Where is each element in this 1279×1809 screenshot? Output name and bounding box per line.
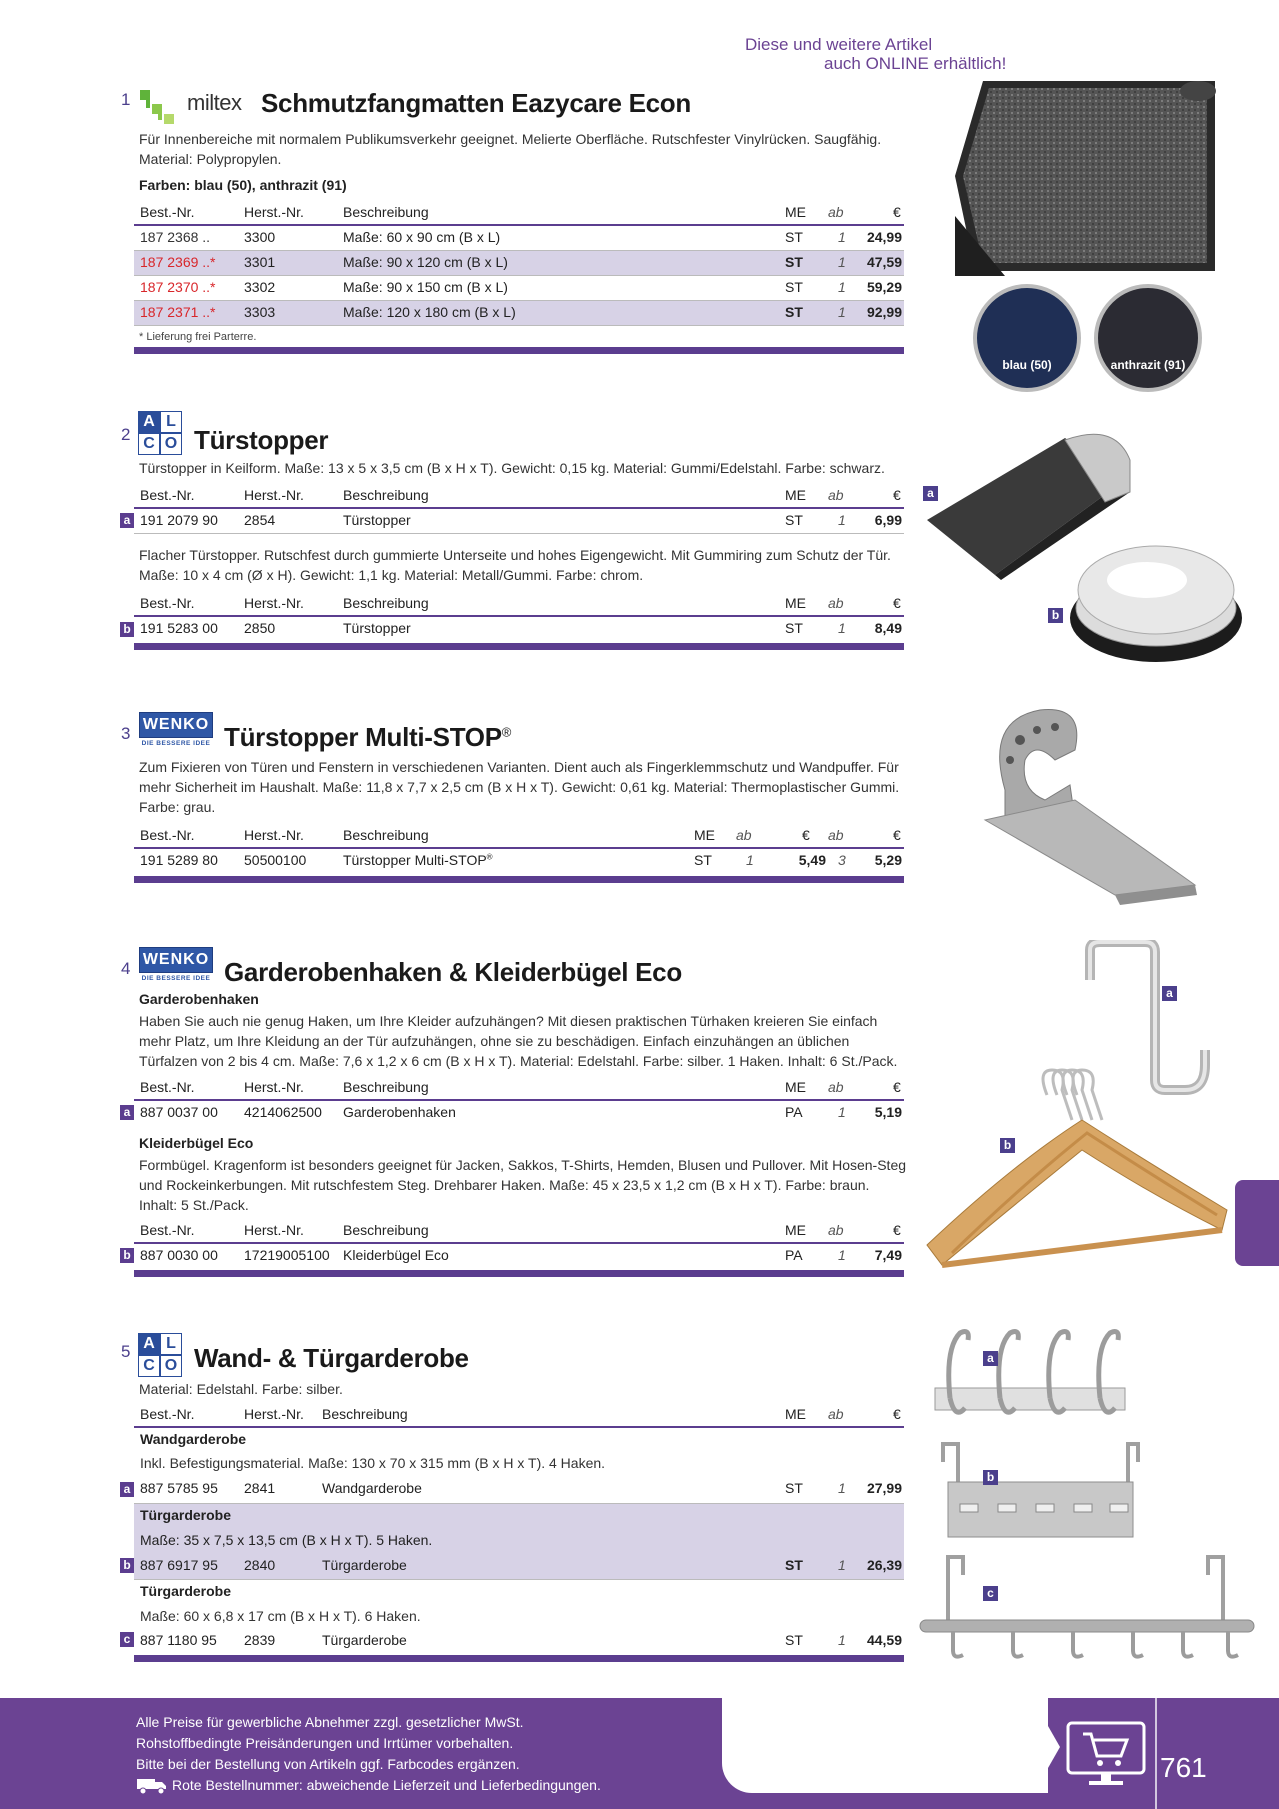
alco-logo-icon: A L C O (138, 411, 182, 455)
product-table (134, 1404, 904, 1655)
image-badge: c (983, 1586, 998, 1601)
product-table (134, 593, 904, 641)
door-coat-rack-5-hooks-image (938, 1442, 1143, 1542)
variant-badge: b (120, 1248, 134, 1263)
section-description: Türstopper in Keilform. Maße: 13 x 5 x 3,5 cm (B x H x T). Gewicht: 0,15 kg. Material: Gummi/Edelstahl. Farbe: schwarz. (139, 460, 885, 476)
section-description: Für Innenbereiche mit normalem Publikumsverkehr geeignet. Melierte Oberfläche. Rutschfester Vinylrücken. Saugfähig. Material: Polypropylen. (139, 131, 882, 167)
wenko-logo-icon: WENKO DIE BESSERE IDEE (139, 712, 213, 750)
online-callout[interactable] (722, 1698, 1048, 1793)
miltex-logo-icon (140, 90, 178, 126)
table-row[interactable]: 187 2369 ..* 3301 Maße: 90 x 120 cm (B x L) ST 1 47,59 (134, 251, 904, 276)
variant-badge: a (120, 1482, 134, 1497)
product-table (134, 1220, 904, 1268)
section-number: 1 (121, 90, 131, 109)
section-divider (134, 643, 904, 650)
wall-coat-rack-image (930, 1328, 1135, 1423)
subheading: Kleiderbügel Eco (139, 1135, 254, 1151)
color-info: Farben: blau (50), anthrazit (91) (139, 177, 347, 193)
section-title: Türstopper (194, 425, 329, 455)
wenko-logo-icon: WENKO DIE BESSERE IDEE (139, 947, 213, 985)
table-row[interactable]: 191 5289 80 50500100 Türstopper Multi-STOP® ST 1 5,49 3 5,29 (140, 852, 902, 868)
alco-logo-icon: A L C O (138, 1333, 182, 1377)
section-description: Haben Sie auch nie genug Haken, um Ihre Kleider aufzuhängen? Mit diesen praktischen Türhaken kreieren Sie einfach mehr Platz, um Ihre Kleidung an der Tür aufzuhängen, ohne sie zu beschädigen. Einfach einzuhängen an üblichen Türfalzen von 2 bis 4 cm. Maße: 7,6 x 1,2 x 6 cm (B x H x T). Material: Edelstahl. Farbe: silber. 1 Haken. Inhalt: 6 St./Pack. (139, 1013, 898, 1069)
arrow-icon (1040, 1712, 1060, 1782)
round-doorstop-image (1067, 540, 1245, 665)
footnote: * Lieferung frei Parterre. (139, 331, 257, 343)
product-table (134, 202, 904, 326)
product-group[interactable]: Türgarderobe Maße: 60 x 6,8 x 17 cm (B x H x T). 6 Haken. 887 1180 95 2839 Türgarderobe ST 1 44,59 (140, 1583, 902, 1648)
variant-badge: c (120, 1632, 134, 1647)
table-header: Best.-Nr. Herst.-Nr. Beschreibung ME ab € ab € (134, 825, 904, 849)
section-number: 4 (121, 959, 131, 978)
section-divider (134, 347, 904, 354)
variant-badge: a (120, 513, 134, 528)
table-header: Best.-Nr. Herst.-Nr. Beschreibung ME ab € (134, 202, 904, 226)
section-description: Flacher Türstopper. Rutschfest durch gummierte Unterseite und hohes Eigengewicht. Mit Gummiring zum Schutz der Tür. Maße: 10 x 4 cm (Ø x H). Gewicht: 1,1 kg. Material: Metall/Gummi. Farbe: chrom. (139, 547, 891, 583)
table-header: Best.-Nr. Herst.-Nr. Beschreibung ME ab € (134, 485, 904, 509)
multi-stop-doorstop-image (965, 700, 1205, 910)
section-divider (134, 1270, 904, 1277)
product-table (134, 825, 904, 873)
table-header: Best.-Nr. Herst.-Nr. Beschreibung ME ab € (134, 593, 904, 617)
image-badge: a (923, 486, 938, 501)
product-table (134, 1077, 904, 1125)
image-badge: b (1048, 608, 1063, 623)
section-number: 5 (121, 1342, 131, 1361)
table-header: Best.-Nr. Herst.-Nr. Beschreibung ME ab € (134, 1404, 904, 1428)
section-title: Schmutzfangmatten Eazycare Econ (261, 88, 691, 118)
product-table (134, 485, 904, 534)
truck-icon (136, 1777, 170, 1795)
section-number: 2 (121, 425, 131, 444)
section-title: Türstopper Multi-STOP® (224, 722, 512, 752)
color-swatch-anthracite: anthrazit (91) (1094, 284, 1202, 392)
variant-badge: b (120, 1558, 134, 1573)
table-row[interactable]: 887 0037 00 4214062500 Garderobenhaken PA 1 5,19 (140, 1104, 902, 1120)
online-callout-text[interactable]: Diese und weitere Artikel auch ONLINE erhältlich! (745, 35, 1007, 73)
page-number: 761 (1160, 1752, 1207, 1783)
section-number: 3 (121, 724, 131, 743)
table-row[interactable]: 187 2371 ..* 3303 Maße: 120 x 180 cm (B x L) ST 1 92,99 (134, 301, 904, 326)
section-divider (134, 1655, 904, 1662)
image-badge: b (1000, 1138, 1015, 1153)
variant-badge: b (120, 622, 134, 637)
table-row[interactable]: 187 2368 .. 3300 Maße: 60 x 90 cm (B x L) ST 1 24,99 (134, 226, 904, 251)
footer (0, 1698, 1279, 1809)
table-header: Best.-Nr. Herst.-Nr. Beschreibung ME ab € (134, 1220, 904, 1244)
subheading: Garderobenhaken (139, 991, 259, 1007)
table-row[interactable]: 887 0030 00 17219005100 Kleiderbügel Eco PA 1 7,49 (140, 1247, 902, 1263)
section-description: Formbügel. Kragenform ist besonders geeignet für Jacken, Sakkos, T-Shirts, Hemden, Blusen und Pullover. Mit Hosen-Steg und Rockeinkerbungen. Mit rutschfestem Steg. Drehbarer Haken. Maße: 45 x 23,5 x 1,2 cm (B x H x T). Farbe: braun. Inhalt: 5 St./Pack. (139, 1157, 907, 1213)
section-divider (134, 876, 904, 883)
door-coat-rack-6-hooks-image (918, 1555, 1256, 1665)
section-description: Material: Edelstahl. Farbe: silber. (139, 1381, 343, 1397)
table-row[interactable]: 187 2370 ..* 3302 Maße: 90 x 150 cm (B x L) ST 1 59,29 (134, 276, 904, 301)
footer-divider (1155, 1698, 1157, 1809)
product-group[interactable]: Wandgarderobe Inkl. Befestigungsmaterial. Maße: 130 x 70 x 315 mm (B x H x T). 4 Haken. 887 5785 95 2841 Wandgarderobe ST 1 27,99 (134, 1428, 904, 1504)
table-row[interactable]: 191 2079 90 2854 Türstopper ST 1 6,99 (134, 509, 904, 534)
clothes-hanger-image (922, 1065, 1237, 1280)
table-row[interactable]: 191 5283 00 2850 Türstopper ST 1 8,49 (140, 620, 902, 636)
section-description: Zum Fixieren von Türen und Fenstern in verschiedenen Varianten. Dient auch als Fingerklemmschutz und Wandpuffer. Für mehr Sicherheit im Haushalt. Maße: 11,8 x 7,7 x 2,5 cm (B x H x T). Gewicht: 0,61 kg. Material: Thermoplastischer Gummi. Farbe: grau. (139, 759, 900, 815)
footer-notes: Alle Preise für gewerbliche Abnehmer zzgl. gesetzlicher MwSt. Rohstoffbedingte Preisänderungen und Irrtümer vorbehalten. Bitte bei der Bestellung von Artikeln ggf. Farbcodes ergänzen. Rote Bestellnummer: abweichende Lieferzeit und Lieferbedingungen. (136, 1714, 601, 1793)
color-swatch-blue: blau (50) (973, 284, 1081, 392)
image-badge: a (983, 1351, 998, 1366)
chapter-tab[interactable] (1235, 1180, 1279, 1266)
table-header: Best.-Nr. Herst.-Nr. Beschreibung ME ab € (134, 1077, 904, 1101)
image-badge: b (983, 1470, 998, 1485)
brand-miltex: miltex (187, 90, 242, 115)
variant-badge: a (120, 1105, 134, 1120)
doormat-image (945, 76, 1230, 276)
product-group[interactable]: Türgarderobe Maße: 35 x 7,5 x 13,5 cm (B x H x T). 5 Haken. 887 6917 95 2840 Türgarderobe ST 1 26,39 (134, 1504, 904, 1580)
section-title: Garderobenhaken & Kleiderbügel Eco (224, 957, 682, 987)
image-badge: a (1162, 986, 1177, 1001)
shopping-cart-icon[interactable] (1065, 1720, 1147, 1788)
section-title: Wand- & Türgarderobe (194, 1343, 469, 1373)
